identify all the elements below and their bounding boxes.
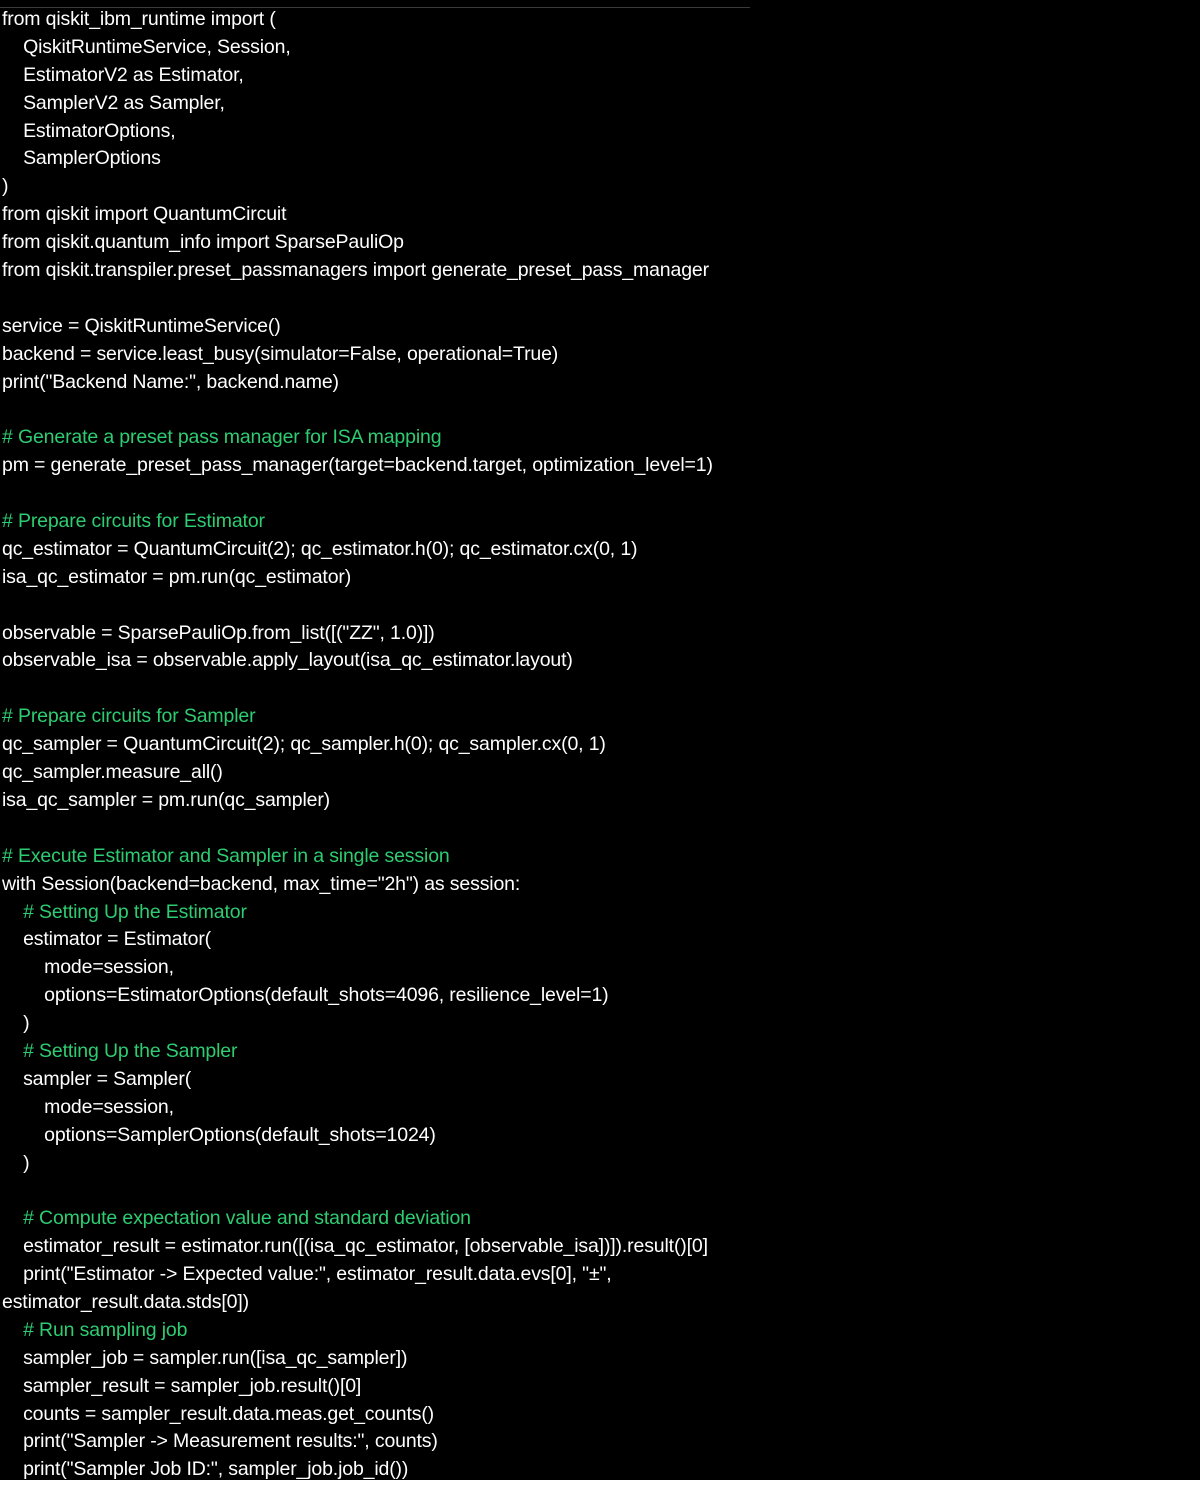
blank-line [2, 675, 1192, 703]
code-line: ) [2, 1151, 30, 1174]
code-line: estimator_result.data.stds[0]) [2, 1290, 249, 1313]
code-line: qc_sampler.measure_all() [2, 761, 223, 784]
code-line: SamplerV2 as Sampler, [2, 91, 225, 114]
code-comment-line: # Prepare circuits for Estimator [2, 510, 265, 533]
code-line: from qiskit.transpiler.preset_passmanagers import generate_preset_pass_manager [2, 259, 709, 282]
blank-line [2, 1177, 1192, 1205]
code-line: counts = sampler_result.data.meas.get_counts() [2, 1402, 435, 1425]
code-line: ) [2, 175, 9, 198]
code-comment-line: # Execute Estimator and Sampler in a single session [2, 844, 450, 867]
code-line: EstimatorV2 as Estimator, [2, 63, 244, 86]
code-line: backend = service.least_busy(simulator=False, operational=True) [2, 342, 559, 365]
code-line: print("Backend Name:", backend.name) [2, 370, 339, 393]
code-comment-line: # Run sampling job [2, 1318, 188, 1341]
code-line: mode=session, [2, 956, 174, 979]
code-line: ) [2, 1012, 30, 1035]
code-line: QiskitRuntimeService, Session, [2, 35, 291, 58]
code-line: print("Estimator -> Expected value:", estimator_result.data.evs[0], "±", [2, 1263, 612, 1286]
code-line: from qiskit_ibm_runtime import ( [2, 8, 276, 30]
code-line: options=EstimatorOptions(default_shots=4096, resilience_level=1) [2, 984, 609, 1007]
code-line: isa_qc_estimator = pm.run(qc_estimator) [2, 565, 352, 588]
code-comment-line: # Setting Up the Estimator [2, 900, 247, 923]
code-line: SamplerOptions [2, 147, 161, 170]
code-line: from qiskit import QuantumCircuit [2, 203, 287, 226]
code-line: sampler_result = sampler_job.result()[0] [2, 1374, 362, 1397]
code-line: estimator = Estimator( [2, 928, 212, 951]
blank-line [2, 815, 1192, 843]
code-line: options=SamplerOptions(default_shots=1024) [2, 1123, 436, 1146]
blank-line [2, 285, 1192, 313]
code-line: print("Sampler -> Measurement results:", counts) [2, 1430, 438, 1453]
code-comment-line: # Prepare circuits for Sampler [2, 705, 256, 728]
code-line: service = QiskitRuntimeService() [2, 314, 281, 337]
code-line: isa_qc_sampler = pm.run(qc_sampler) [2, 788, 331, 811]
code-line: sampler = Sampler( [2, 1067, 192, 1090]
code-line: sampler_job = sampler.run([isa_qc_sampler]) [2, 1346, 408, 1369]
blank-line [2, 396, 1192, 424]
code-comment-line: # Setting Up the Sampler [2, 1039, 238, 1062]
blank-line [2, 592, 1192, 620]
code-line: observable_isa = observable.apply_layout(isa_qc_estimator.layout) [2, 649, 573, 672]
code-block [2, 6, 1192, 1480]
code-line: qc_estimator = QuantumCircuit(2); qc_estimator.h(0); qc_estimator.cx(0, 1) [2, 537, 638, 560]
code-line: from qiskit.quantum_info import SparsePauliOp [2, 231, 404, 254]
code-line: with Session(backend=backend, max_time="2h") as session: [2, 872, 521, 895]
code-line: EstimatorOptions, [2, 119, 176, 142]
code-line: qc_sampler = QuantumCircuit(2); qc_sampler.h(0); qc_sampler.cx(0, 1) [2, 733, 606, 756]
code-line: print("Sampler Job ID:", sampler_job.job_id()) [2, 1458, 409, 1480]
code-line: pm = generate_preset_pass_manager(target=backend.target, optimization_level=1) [2, 454, 713, 477]
code-comment-line: # Generate a preset pass manager for ISA mapping [2, 426, 442, 449]
code-line: estimator_result = estimator.run([(isa_qc_estimator, [observable_isa])]).result()[0] [2, 1235, 708, 1258]
blank-line [2, 480, 1192, 508]
code-line: mode=session, [2, 1095, 174, 1118]
code-line: observable = SparsePauliOp.from_list([("ZZ", 1.0)]) [2, 621, 435, 644]
bottom-margin [0, 1480, 1200, 1500]
code-comment-line: # Compute expectation value and standard deviation [2, 1207, 471, 1230]
